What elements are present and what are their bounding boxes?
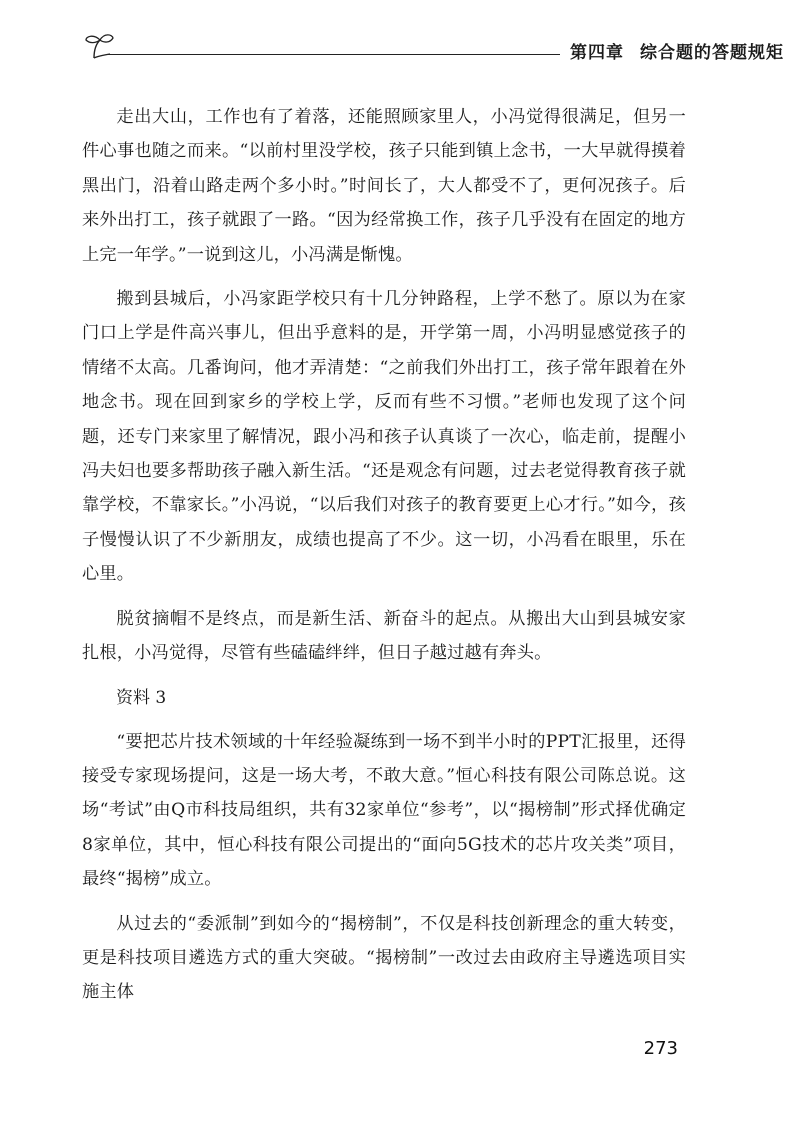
page-number: 273 <box>643 1038 678 1059</box>
section-label: 资料 3 <box>116 687 167 708</box>
running-header <box>80 30 784 70</box>
paragraph: 从过去的“委派制”到如今的“揭榜制”，不仅是科技创新理念的重大转变，更是科技项目遴选方式的重大突破。“揭榜制”一改过去由政府主导遴选项目实施主体 <box>82 913 686 1003</box>
page-body <box>82 100 686 1020</box>
chapter-title: 综合题的答题规矩 <box>640 43 784 63</box>
paragraph: “要把芯片技术领域的十年经验凝练到一场不到半小时的PPT汇报里，还得接受专家现场提问，这是一场大考，不敢大意。”恒心科技有限公司陈总说。这场“考试”由Q市科技局组织，共有32家单位“参考”，以“揭榜制”形式择优确定8家单位，其中，恒心科技有限公司提出的“面向5G技术的芯片攻关类”项目，最终“揭榜”成立。 <box>82 731 686 890</box>
paragraph: 脱贫摘帽不是终点，而是新生活、新奋斗的起点。从搬出大山到县城安家扎根，小冯觉得，尽管有些磕磕绊绊，但日子越过越有奔头。 <box>82 608 686 664</box>
paragraph: 走出大山，工作也有了着落，还能照顾家里人，小冯觉得很满足，但另一件心事也随之而来。“以前村里没学校，孩子只能到镇上念书，一大早就得摸着黑出门，沿着山路走两个多小时。”时间长了，大人都受不了，更何况孩子。后来外出打工，孩子就跟了一路。“因为经常换工作，孩子几乎没有在固定的地方上完一年学。”一说到这儿，小冯满是惭愧。 <box>82 107 686 265</box>
header-rule <box>108 54 560 55</box>
sprout-icon <box>80 30 120 70</box>
chapter-heading <box>570 38 790 63</box>
chapter-number: 第四章 <box>570 43 624 63</box>
paragraph: 搬到县城后，小冯家距学校只有十几分钟路程，上学不愁了。原以为在家门口上学是件高兴事儿，但出乎意料的是，开学第一周，小冯明显感觉孩子的情绪不太高。几番询问，他才弄清楚：“之前我们外出打工，孩子常年跟着在外地念书。现在回到家乡的学校上学，反而有些不习惯。”老师也发现了这个问题，还专门来家里了解情况，跟小冯和孩子认真谈了一次心，临走前，提醒小冯夫妇也要多帮助孩子融入新生活。“还是观念有问题，过去老觉得教育孩子就靠学校，不靠家长。”小冯说，“以后我们对孩子的教育要更上心才行。”如今，孩子慢慢认识了不少新朋友，成绩也提高了不少。这一切，小冯看在眼里，乐在心里。 <box>82 289 686 585</box>
